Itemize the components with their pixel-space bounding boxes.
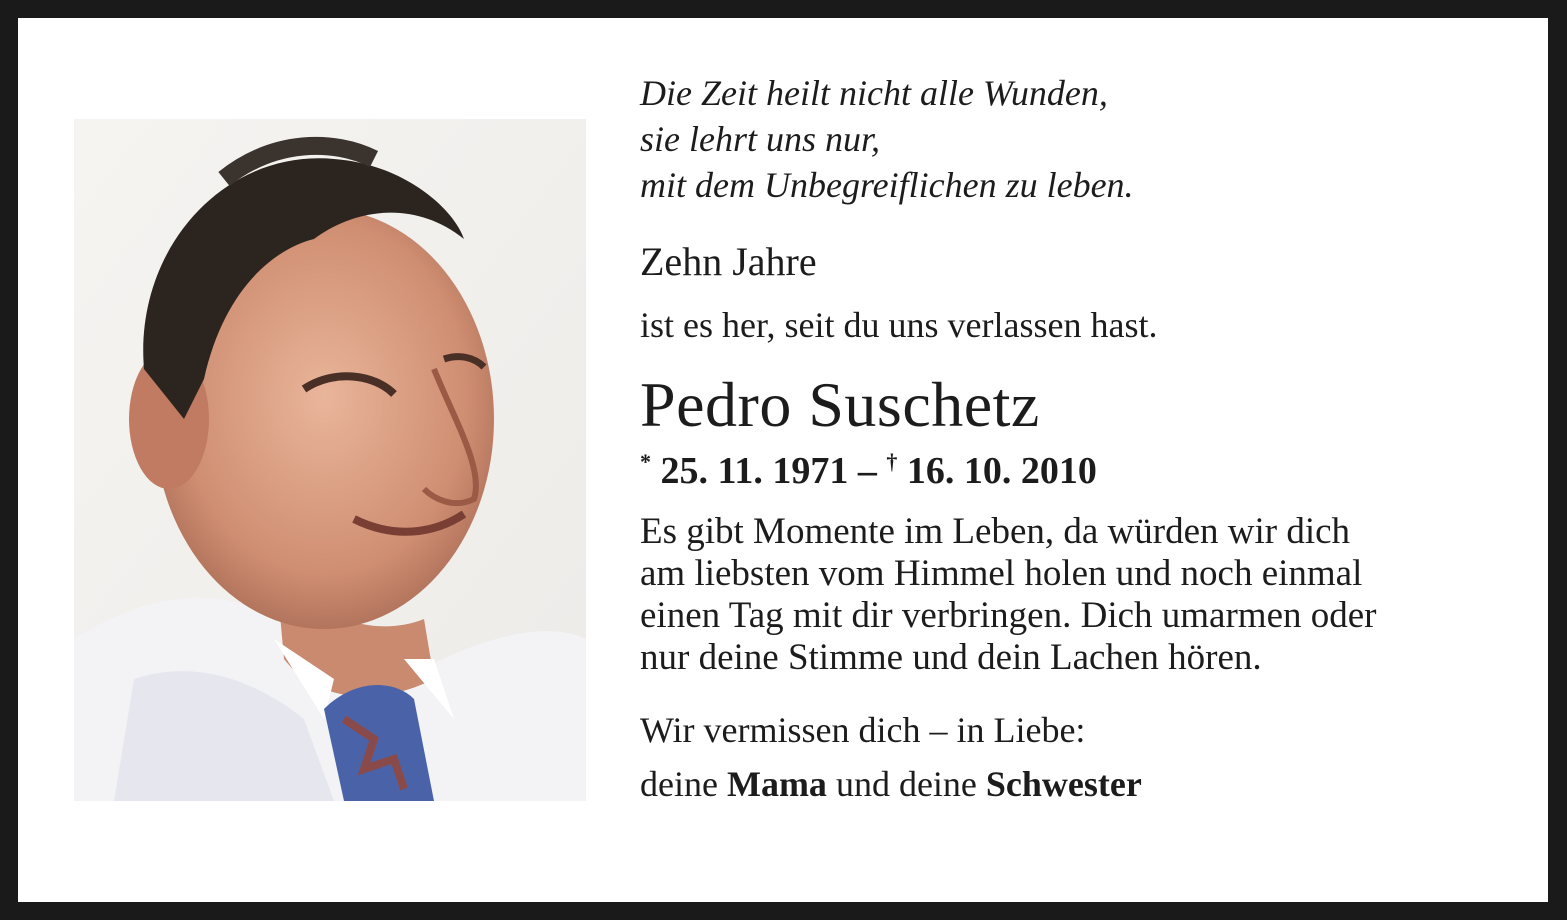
message-line: Es gibt Momente im Leben, da würden wir dich <box>640 511 1351 552</box>
date-separator: – <box>857 450 887 492</box>
memorial-quote <box>640 70 1520 208</box>
quote-line: mit dem Unbegreiflichen zu leben. <box>640 165 1134 205</box>
message-line: nur deine Stimme und dein Lachen hören. <box>640 637 1262 678</box>
deceased-name: Pedro Suschetz <box>640 369 1040 440</box>
closing-line: Wir vermissen dich – in Liebe: <box>640 710 1086 750</box>
death-date: 16. 10. 2010 <box>906 450 1097 492</box>
signoff-middle: und deine <box>826 764 986 804</box>
message-line: einen Tag mit dir verbringen. Dich umarmen oder <box>640 595 1377 636</box>
death-symbol: † <box>886 449 898 474</box>
obituary-text <box>640 70 1520 807</box>
signoff-mama: Mama <box>726 764 827 804</box>
portrait-photo <box>74 119 586 801</box>
message-line: am liebsten vom Himmel holen und noch einmal <box>640 553 1363 594</box>
signoff <box>640 761 1520 807</box>
quote-line: sie lehrt uns nur, <box>640 119 881 159</box>
quote-line: Die Zeit heilt nicht alle Wunden, <box>640 73 1108 113</box>
obituary-card <box>18 18 1548 902</box>
signoff-schwester: Schwester <box>985 764 1142 804</box>
life-dates <box>640 440 1520 493</box>
anniversary-heading: Zehn Jahre <box>640 239 817 284</box>
birth-date: 25. 11. 1971 <box>660 450 849 492</box>
birth-symbol: * <box>640 449 651 474</box>
portrait-illustration <box>74 119 586 801</box>
memorial-message <box>640 511 1520 679</box>
anniversary-subline: ist es her, seit du uns verlassen hast. <box>640 305 1158 345</box>
signoff-prefix: deine <box>640 764 727 804</box>
